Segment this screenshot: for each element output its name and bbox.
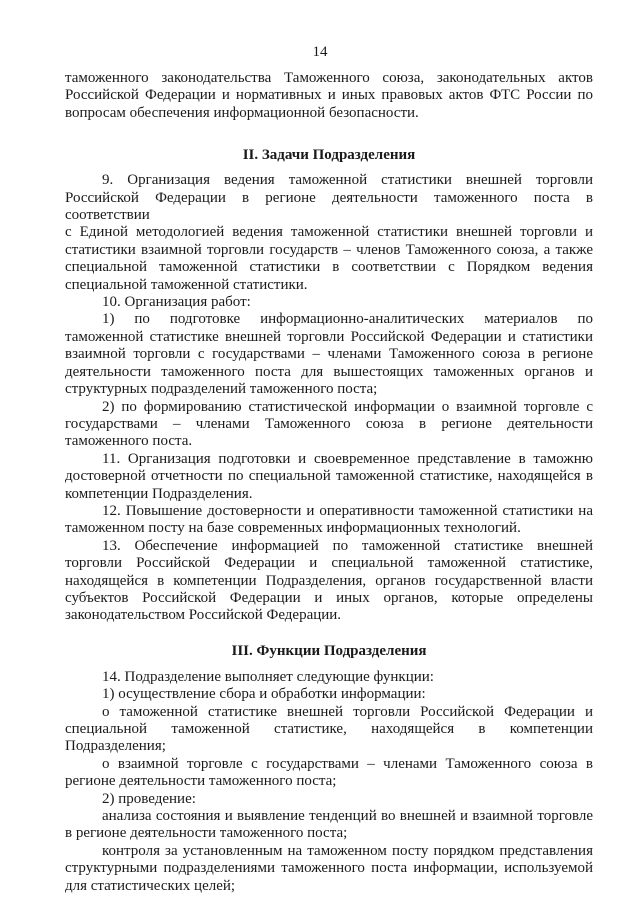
text-line: законодательством Российской Федерации. [65, 607, 342, 624]
text-line: 9. Организация ведения таможенной статистики внешней торговли [102, 172, 593, 189]
paragraph [65, 843, 593, 895]
text-line: Российской Федерации в регионе деятельности таможенного поста в соответствии [65, 189, 593, 224]
text-line: для статистических целей; [65, 877, 236, 894]
paragraph [65, 451, 593, 503]
text-line: статистики взаимной торговли государств – членов Таможенного союза, а также [65, 241, 593, 258]
text-line: 10. Организация работ: [102, 294, 251, 311]
paragraph [65, 538, 593, 625]
text-line: о взаимной торговле с государствами – членами Таможенного союза в [102, 755, 593, 772]
text-line: государствами – членами Таможенного союза в регионе деятельности [65, 415, 593, 432]
text-line: специальной таможенной статистике, находящейся в компетенции [65, 721, 593, 737]
text-line: взаимной торговли с государствами – членами Таможенного союза в регионе [65, 346, 593, 363]
tasks-text-block [65, 172, 593, 625]
text-line: регионе деятельности таможенного поста; [65, 773, 337, 790]
text-line: 1) по подготовке информационно-аналитических материалов по [102, 311, 593, 328]
text-line: 2) проведение: [102, 790, 196, 807]
text-line: 13. Обеспечение информацией по таможенной статистике внешней [102, 537, 593, 554]
text-line: достоверной отчетности по специальной таможенной статистике, находящейся в [65, 468, 593, 485]
text-line: вопросам обеспечения информационной безопасности. [65, 104, 419, 121]
text-line: компетенции Подразделения. [65, 485, 253, 502]
text-line: 14. Подразделение выполняет следующие функции: [102, 668, 434, 685]
text-line: специальной таможенной статистики в соответствии с Порядком ведения [65, 259, 593, 276]
text-line: Подразделения; [65, 738, 166, 755]
paragraph [65, 669, 593, 686]
text-line: анализа состояния и выявление тенденций во внешней и взаимной торговле [102, 808, 593, 825]
text-line: о таможенной статистике внешней торговли Российской Федерации и [102, 703, 593, 720]
text-line: в регионе деятельности таможенного поста; [65, 825, 348, 842]
functions-text-block [65, 669, 593, 895]
text-line: деятельности таможенного поста для вышестоящих таможенных органов и [65, 363, 593, 380]
text-line: с Единой методологией ведения таможенной статистики внешней торговли и [65, 224, 593, 241]
text-line: структурными подразделениями таможенного поста информации, используемой [65, 860, 593, 877]
section-heading-tasks: II. Задачи Подразделения [242, 147, 416, 164]
paragraph [65, 808, 593, 843]
paragraph [65, 503, 593, 538]
page-number: 14 [312, 44, 328, 60]
text-line: торговли Российской Федерации и специальной таможенной статистике, [65, 555, 593, 572]
text-line: 12. Повышение достоверности и оперативности таможенной статистики на [102, 502, 593, 519]
text-line: субъектов Российской Федерации и иных органов, которые определены [65, 589, 593, 606]
paragraph [65, 399, 593, 451]
text-line: таможенном посту на базе современных информационных технологий. [65, 520, 521, 537]
text-line: структурных подразделений таможенного поста; [65, 381, 378, 398]
text-line: таможенной статистике внешней торговли Российской Федерации и статистики [65, 328, 593, 345]
paragraph [65, 756, 593, 791]
text-line: 2) по формированию статистической информации о взаимной торговле с [102, 398, 593, 415]
paragraph [65, 311, 593, 398]
text-line: Российской Федерации и нормативных и иных правовых актов ФТС России по [65, 87, 593, 104]
text-line: контроля за установленным на таможенном посту порядком представления [102, 842, 593, 859]
intro-text-block [65, 70, 593, 122]
text-line: 11. Организация подготовки и своевременное представление в таможню [102, 450, 593, 467]
text-line: находящейся в компетенции Подразделения, органов государственной власти [65, 572, 593, 589]
text-line: 1) осуществление сбора и обработки информации: [102, 686, 426, 703]
paragraph [65, 172, 593, 294]
text-line: специальной таможенной статистики. [65, 276, 308, 293]
text-line: таможенного поста. [65, 433, 193, 450]
paragraph [65, 294, 593, 311]
paragraph [65, 70, 593, 122]
paragraph [65, 791, 593, 808]
paragraph [65, 704, 593, 756]
text-line: таможенного законодательства Таможенного союза, законодательных актов [65, 70, 593, 86]
paragraph [65, 686, 593, 703]
section-heading-functions: III. Функции Подразделения [231, 642, 427, 659]
